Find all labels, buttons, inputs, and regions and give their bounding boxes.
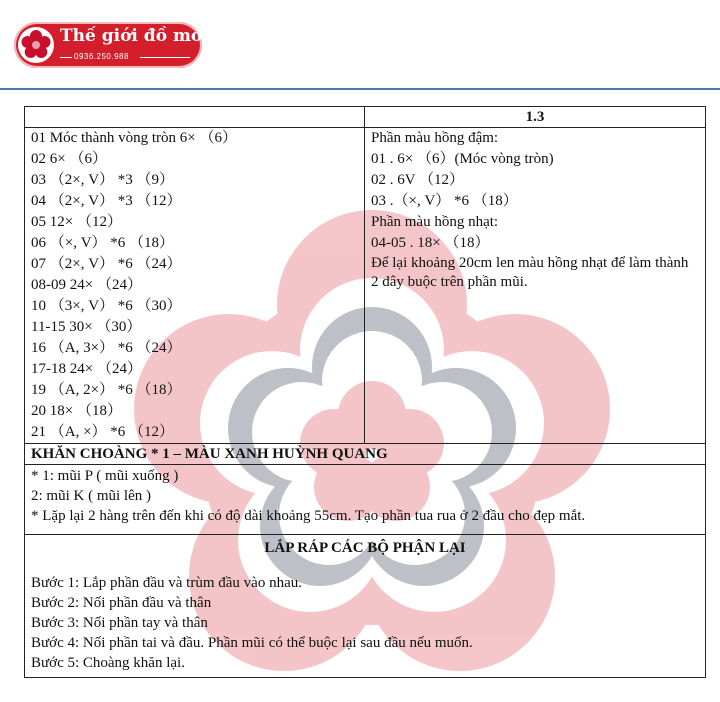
assembly-step: Bước 4: Nối phần tai và đầu. Phần mũi có thể buộc lại sau đầu nếu muốn. bbox=[31, 635, 473, 651]
pattern-row: 10 （3×, V） *6 （30） bbox=[31, 298, 182, 314]
assembly-step: Bước 3: Nối phần tay và thân bbox=[31, 615, 208, 631]
assembly-cell bbox=[25, 535, 706, 678]
pattern-document bbox=[24, 106, 706, 678]
scarf-body-cell bbox=[25, 465, 706, 535]
pattern-row: 04 （2×, V） *3 （12） bbox=[31, 193, 182, 209]
right-header-cell bbox=[365, 107, 706, 128]
assembly-step: Bước 2: Nối phần đầu và thân bbox=[31, 595, 212, 611]
flower-logo-icon bbox=[16, 25, 56, 65]
table-header-row bbox=[25, 107, 706, 128]
pattern-row: 04-05 . 18× （18） bbox=[371, 235, 490, 251]
pattern-row: 16 （A, 3×） *6 （24） bbox=[31, 340, 182, 356]
section-number: 1.3 bbox=[525, 109, 545, 125]
scarf-title: KHĂN CHOÀNG * 1 – MÀU XANH HUỲNH QUANG bbox=[31, 446, 388, 462]
scarf-body-row bbox=[25, 465, 706, 535]
scarf-line: 2: mũi K ( mũi lên ) bbox=[31, 488, 151, 504]
assembly-title: LẮP RÁP CÁC BỘ PHẬN LẠI bbox=[264, 540, 466, 556]
pattern-row: 21 （A, ×） *6 （12） bbox=[31, 424, 175, 440]
pattern-row: 03 （2×, V） *3 （9） bbox=[31, 172, 175, 188]
pattern-row: 19 （A, 2×） *6 （18） bbox=[31, 382, 182, 398]
pattern-row: 20 18× （18） bbox=[31, 403, 122, 419]
left-header-cell bbox=[25, 107, 365, 128]
brand-phone: 0936.250.988 bbox=[74, 52, 129, 61]
pattern-row: 02 6× （6） bbox=[31, 151, 107, 167]
pattern-table bbox=[24, 106, 706, 678]
pattern-row: Phần màu hồng nhạt: bbox=[371, 214, 499, 230]
logo-divider-left bbox=[60, 57, 72, 58]
header-rule bbox=[0, 88, 720, 90]
pattern-row: 01 . 6× （6）(Móc vòng tròn) bbox=[371, 151, 554, 167]
pattern-row: 17-18 24× （24） bbox=[31, 361, 142, 377]
pattern-row: Phần màu hồng đậm: bbox=[371, 130, 499, 146]
pattern-row: 08-09 24× （24） bbox=[31, 277, 142, 293]
pattern-row: 02 . 6V （12） bbox=[371, 172, 465, 188]
assembly-step: Bước 1: Lắp phần đầu và trùm đầu vào nhau. bbox=[31, 575, 302, 591]
header bbox=[0, 0, 720, 90]
brand-name: Thế giới đồ móc bbox=[60, 26, 213, 46]
logo-divider-right bbox=[140, 57, 190, 58]
left-pattern-cell bbox=[25, 128, 365, 444]
brand-logo bbox=[14, 22, 213, 68]
scarf-title-cell bbox=[25, 444, 706, 465]
pattern-rows bbox=[25, 128, 706, 444]
pattern-note: Để lại khoảng 20cm len màu hồng nhạt để làm thành 2 dây buộc trên phần mũi. bbox=[371, 255, 689, 290]
scarf-line: * Lặp lại 2 hàng trên đến khi có độ dài khoảng 55cm. Tạo phần tua rua ở 2 đầu cho đẹp mắt. bbox=[31, 508, 586, 524]
right-pattern-cell bbox=[365, 128, 706, 444]
scarf-line: * 1: mũi P ( mũi xuống ) bbox=[31, 468, 179, 484]
pattern-row: 07 （2×, V） *6 （24） bbox=[31, 256, 182, 272]
assembly-row bbox=[25, 535, 706, 678]
pattern-row: 01 Móc thành vòng tròn 6× （6） bbox=[31, 130, 237, 146]
pattern-row: 06 （×, V） *6 （18） bbox=[31, 235, 175, 251]
scarf-title-row bbox=[25, 444, 706, 465]
pattern-row: 03 .（×, V） *6 （18） bbox=[371, 193, 518, 209]
assembly-step: Bước 5: Choàng khăn lại. bbox=[31, 655, 185, 671]
pattern-row: 05 12× （12） bbox=[31, 214, 122, 230]
pattern-row: 11-15 30× （30） bbox=[31, 319, 142, 335]
